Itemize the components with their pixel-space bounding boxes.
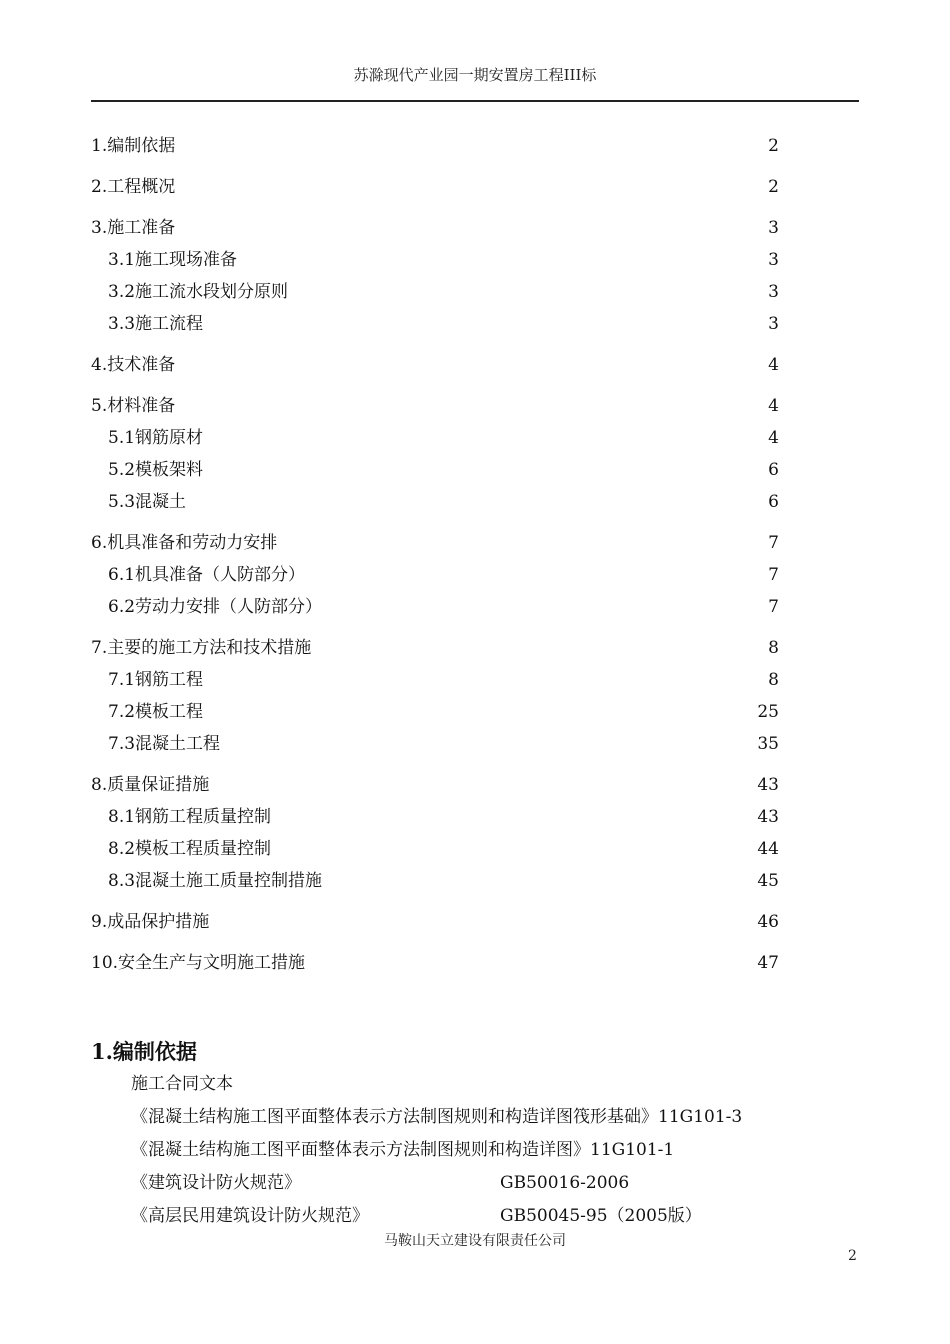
toc-entry-label: 8.3混凝土施工质量控制措施 (108, 871, 323, 891)
reference-line (131, 1101, 851, 1134)
toc-entry-page: 45 (757, 871, 779, 891)
toc-entry-label: 6.2劳动力安排（人防部分） (108, 597, 323, 617)
toc-entry[interactable] (91, 591, 779, 623)
toc-entry-page: 4 (768, 396, 779, 416)
reference-code: GB50045-95（2005版） (500, 1206, 702, 1226)
toc-entry-page: 35 (757, 734, 779, 754)
toc-entry-label: 3.3施工流程 (108, 314, 204, 334)
toc-entry-label: 7.2模板工程 (108, 702, 204, 722)
toc-entry[interactable] (91, 527, 779, 559)
toc-entry-label: 8.2模板工程质量控制 (108, 839, 272, 859)
toc-entry[interactable] (91, 130, 779, 162)
toc-entry-label: 7.3混凝土工程 (108, 734, 221, 754)
toc-entry-page: 3 (768, 314, 779, 334)
toc-entry-label: 6.1机具准备（人防部分） (108, 565, 306, 585)
section-heading: 1.编制依据 (91, 1039, 197, 1064)
toc-entry[interactable] (91, 422, 779, 454)
toc-entry[interactable] (91, 801, 779, 833)
toc-entry[interactable] (91, 244, 779, 276)
toc-entry[interactable] (91, 906, 779, 938)
toc-entry[interactable] (91, 276, 779, 308)
toc-entry-label: 4.技术准备 (91, 355, 176, 375)
toc-entry-label: 3.1施工现场准备 (108, 250, 238, 270)
reference-title: 《混凝土结构施工图平面整体表示方法制图规则和构造详图》11G101-1 (131, 1140, 675, 1160)
section-body (131, 1068, 851, 1233)
toc-entry[interactable] (91, 632, 779, 664)
toc-entry-page: 7 (768, 597, 779, 617)
toc-entry-page: 6 (768, 492, 779, 512)
page-header: 苏滁现代产业园一期安置房工程III标 (353, 66, 597, 84)
toc-entry[interactable] (91, 728, 779, 760)
toc-entry-label: 9.成品保护措施 (91, 912, 210, 932)
toc-entry[interactable] (91, 486, 779, 518)
toc-entry-label: 7.主要的施工方法和技术措施 (91, 638, 312, 658)
toc-entry[interactable] (91, 454, 779, 486)
toc-entry-page: 3 (768, 282, 779, 302)
toc-entry-page: 47 (757, 953, 779, 973)
table-of-contents (91, 130, 779, 979)
toc-entry-page: 7 (768, 533, 779, 553)
header-divider (91, 100, 859, 102)
toc-entry-label: 3.2施工流水段划分原则 (108, 282, 289, 302)
toc-entry-label: 5.材料准备 (91, 396, 176, 416)
reference-code: GB50016-2006 (500, 1173, 630, 1193)
reference-line (131, 1167, 851, 1200)
toc-entry-page: 8 (768, 670, 779, 690)
toc-entry-page: 4 (768, 355, 779, 375)
reference-line (131, 1134, 851, 1167)
toc-entry-page: 8 (768, 638, 779, 658)
page-number: 2 (848, 1248, 857, 1264)
reference-title: 《高层民用建筑设计防火规范》 (131, 1206, 369, 1226)
toc-entry-label: 2.工程概况 (91, 177, 176, 197)
toc-entry-label: 6.机具准备和劳动力安排 (91, 533, 278, 553)
toc-entry-label: 5.1钢筋原材 (108, 428, 204, 448)
toc-entry-label: 8.1钢筋工程质量控制 (108, 807, 272, 827)
reference-line (131, 1068, 851, 1101)
toc-entry-page: 2 (768, 136, 779, 156)
toc-entry-page: 7 (768, 565, 779, 585)
reference-title: 施工合同文本 (131, 1074, 233, 1094)
toc-entry[interactable] (91, 559, 779, 591)
toc-entry-page: 3 (768, 250, 779, 270)
toc-entry-label: 1.编制依据 (91, 136, 176, 156)
toc-entry[interactable] (91, 212, 779, 244)
toc-entry[interactable] (91, 349, 779, 381)
toc-entry-label: 10.安全生产与文明施工措施 (91, 953, 306, 973)
toc-entry[interactable] (91, 308, 779, 340)
toc-entry-page: 43 (757, 775, 779, 795)
reference-line (131, 1200, 851, 1233)
reference-title: 《混凝土结构施工图平面整体表示方法制图规则和构造详图筏形基础》11G101-3 (131, 1107, 743, 1127)
reference-title: 《建筑设计防火规范》 (131, 1173, 301, 1193)
toc-entry-page: 44 (757, 839, 779, 859)
toc-entry[interactable] (91, 947, 779, 979)
toc-entry-page: 3 (768, 218, 779, 238)
toc-entry-page: 6 (768, 460, 779, 480)
toc-entry-page: 25 (757, 702, 779, 722)
toc-entry[interactable] (91, 833, 779, 865)
page-footer: 马鞍山天立建设有限责任公司 (384, 1233, 566, 1249)
toc-entry-page: 46 (757, 912, 779, 932)
toc-entry-page: 43 (757, 807, 779, 827)
toc-entry-page: 4 (768, 428, 779, 448)
toc-entry-label: 7.1钢筋工程 (108, 670, 204, 690)
toc-entry[interactable] (91, 865, 779, 897)
toc-entry[interactable] (91, 171, 779, 203)
toc-entry-label: 3.施工准备 (91, 218, 176, 238)
toc-entry-page: 2 (768, 177, 779, 197)
toc-entry[interactable] (91, 769, 779, 801)
toc-entry[interactable] (91, 390, 779, 422)
toc-entry-label: 5.2模板架料 (108, 460, 204, 480)
toc-entry-label: 8.质量保证措施 (91, 775, 210, 795)
toc-entry-label: 5.3混凝土 (108, 492, 187, 512)
toc-entry[interactable] (91, 696, 779, 728)
toc-entry[interactable] (91, 664, 779, 696)
